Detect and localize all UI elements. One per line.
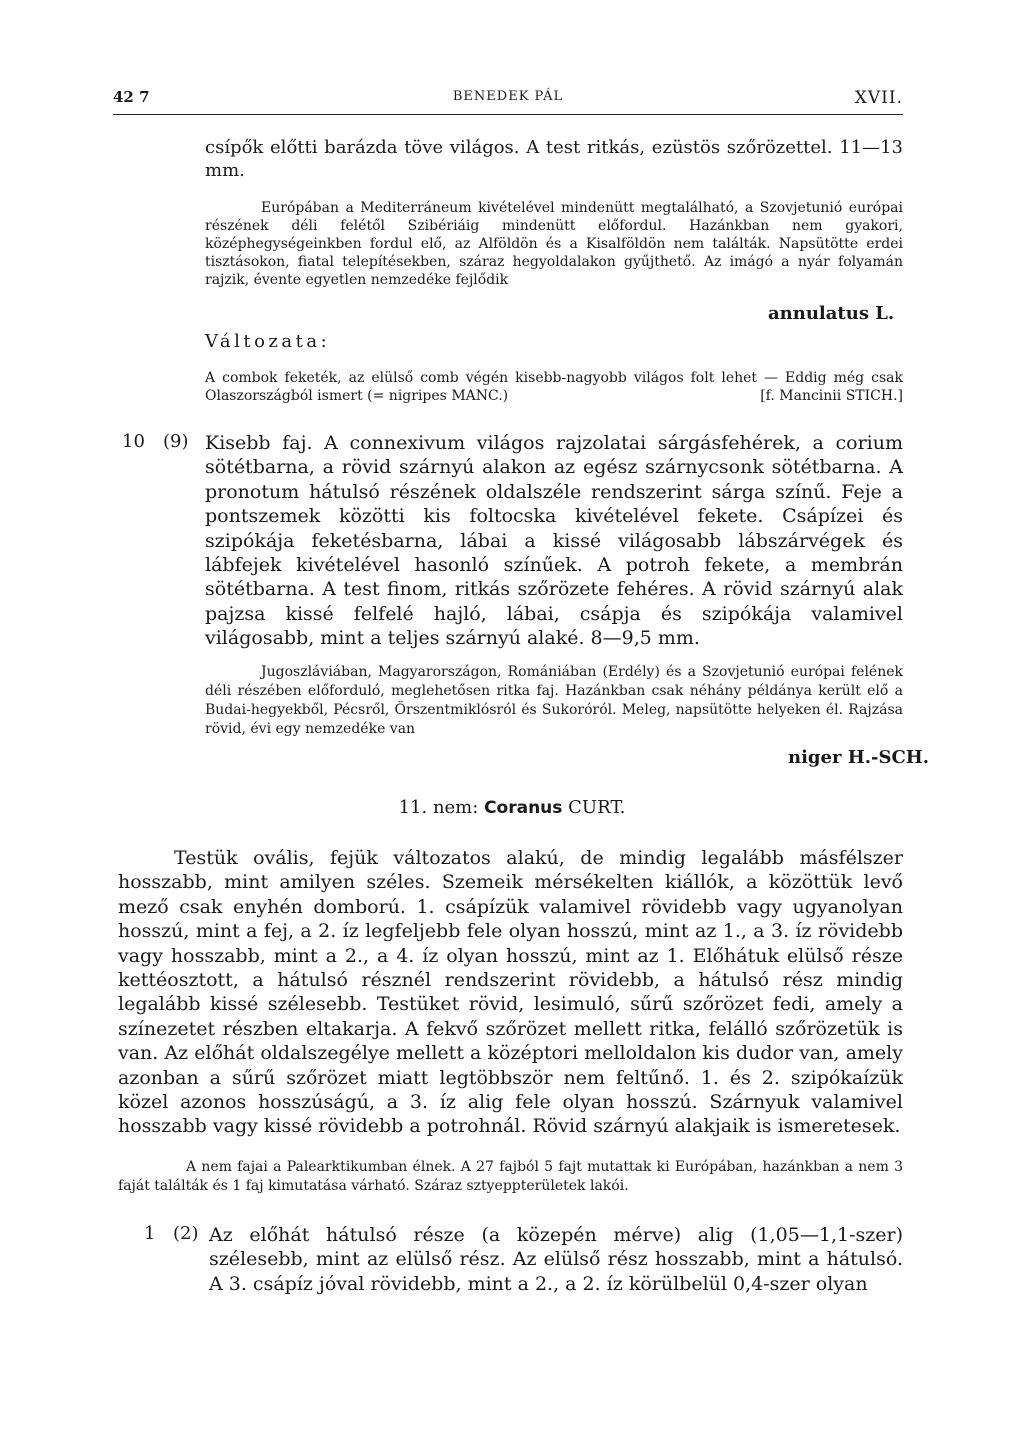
genus-prefix: 11. nem:: [398, 797, 479, 818]
running-head-author: BENEDEK PÁL: [452, 89, 564, 104]
species-name-annulatus: annulatus L.: [768, 303, 895, 324]
paragraph-variety: [205, 369, 903, 405]
genus-name: Coranus: [484, 798, 563, 818]
couplet-number-10: 10: [122, 431, 145, 452]
couplet-number-1: 1: [144, 1223, 156, 1244]
paragraph-distribution-niger: Jugoszláviában, Magyarországon, Romániában (Erdély) és a Szovjetunió európai felének déli részében előforduló, meglehetősen ritka faj. Hazánkban csak néhány példánya került elő a Budai-hegyekből, Pécsről, Őrszentmiklósról és Sukoróról. Meleg, napsütötte helyeken él. Rajzása rövid, évi egy nemzedéke van: [205, 664, 903, 737]
couplet-ref-2: (2): [173, 1223, 199, 1244]
paragraph-description-end: csípők előtti barázda töve világos. A test ritkás, ezüstös szőrözettel. 11—13 mm.: [205, 137, 903, 181]
page-number: 42 7: [113, 88, 150, 106]
page-header: [113, 88, 903, 115]
variety-description: A combok feketék, az elülső comb végén kisebb-nagyobb világos folt lehet — Eddig még csak Olaszországból ismert (= nigripes MANC.): [205, 370, 903, 404]
paragraph-genus-distribution: A nem fajai a Palearktikumban élnek. A 27 fajból 5 fajt mutattak ki Európában, hazánkban a nem 3 faját találták és 1 faj kimutatása várható. Száraz sztyeppterületek lakói.: [118, 1159, 903, 1194]
genus-author: CURT.: [568, 797, 626, 818]
paragraph-distribution-annulatus: Európában a Mediterráneum kivételével mindenütt megtalálható, a Szovjetunió európai részének déli felétől Szibériáig mindenütt előfordul. Hazánkban nem gyakori, középhegységeinkben fordul elő, az Alföldön és a Kisalföldön nem találták. Napsütötte erdei tisztásokon, fiatal telepítésekben, száraz hegyoldalakon gyűjthető. Az imágó a nyár folyamán rajzik, évente egyetlen nemzedéke fejlődik: [205, 200, 903, 288]
couplet-ref-9: (9): [163, 431, 189, 452]
species-name-niger: niger H.-SCH.: [788, 747, 930, 768]
genus-heading: [0, 797, 1024, 818]
paragraph-genus-description: Testük ovális, fejük változatos alakú, de mindig legalább másfélszer hosszabb, mint amilyen széles. Szemeik mérsékelten kiállók, a közöttük levő mező csak enyhén domború. 1. csápízük valamivel rövidebb vagy ugyanolyan hosszú, mint a fej, a 2. íz legfeljebb fele olyan hosszú, mint az 1., a 3. íz rövidebb vagy hosszabb, mint a 2., a 4. íz olyan hosszú, mint az 1. Előhátuk elülső része kettéosztott, a hátulsó résznél rendszerint rövidebb, a hátulsó rész mindig legalább kissé szélesebb. Testüket rövid, lesimuló, sűrű szőrözet fedi, amely a színezetet részben eltakarja. A fekvő szőrözet mellett ritka, felálló szőrözetük is van. Az előhát oldalszegélye mellett a középtori melloldalon kis dudor van, amely azonban a sűrű szőrözet miatt legtöbbször nem feltűnő. 1. és 2. szipókaízük közel azonos hosszúságú, a 3. íz alig fele olyan hosszú. Szárnyuk valamivel hosszabb vagy kissé rövidebb a potrohnál. Rövid szárnyú alakjaik is ismeretesek.: [118, 847, 903, 1138]
variety-label: Változata:: [205, 331, 331, 352]
paragraph-couplet-10: Kisebb faj. A connexivum világos rajzolatai sárgásfehérek, a corium sötétbarna, a rövid szárnyú alakon az egész szárnycsonk sötétbarna. A pronotum hátulsó részének oldalszéle rendszerint sárga színű. Feje a pontszemek közötti kis foltocska kivételével fekete. Csápízei és szipókája feketésbarna, lábai a kissé világosabb lábszárvégek és lábfejek kivételével hasonló színűek. A potroh fekete, a membrán sötétbarna. A test finom, ritkás szőrözete fehéres. A rövid szárnyú alak pajzsa kissé felfelé hajló, lábai, csápja és szipókája valamivel világosabb, mint a teljes szárnyú alaké. 8—9,5 mm.: [205, 432, 903, 650]
variety-reference: [f. Mancinii STICH.]: [760, 388, 903, 404]
paragraph-couplet-1: Az előhát hátulsó része (a közepén mérve) alig (1,05—1,1-szer) szélesebb, mint az elülső rész. Az elülső rész hosszabb, mint a hátulsó. A 3. csápíz jóval rövidebb, mint a 2., a 2. íz körülbelül 0,4-szer olyan: [209, 1224, 903, 1295]
volume-number: XVII.: [854, 88, 903, 108]
